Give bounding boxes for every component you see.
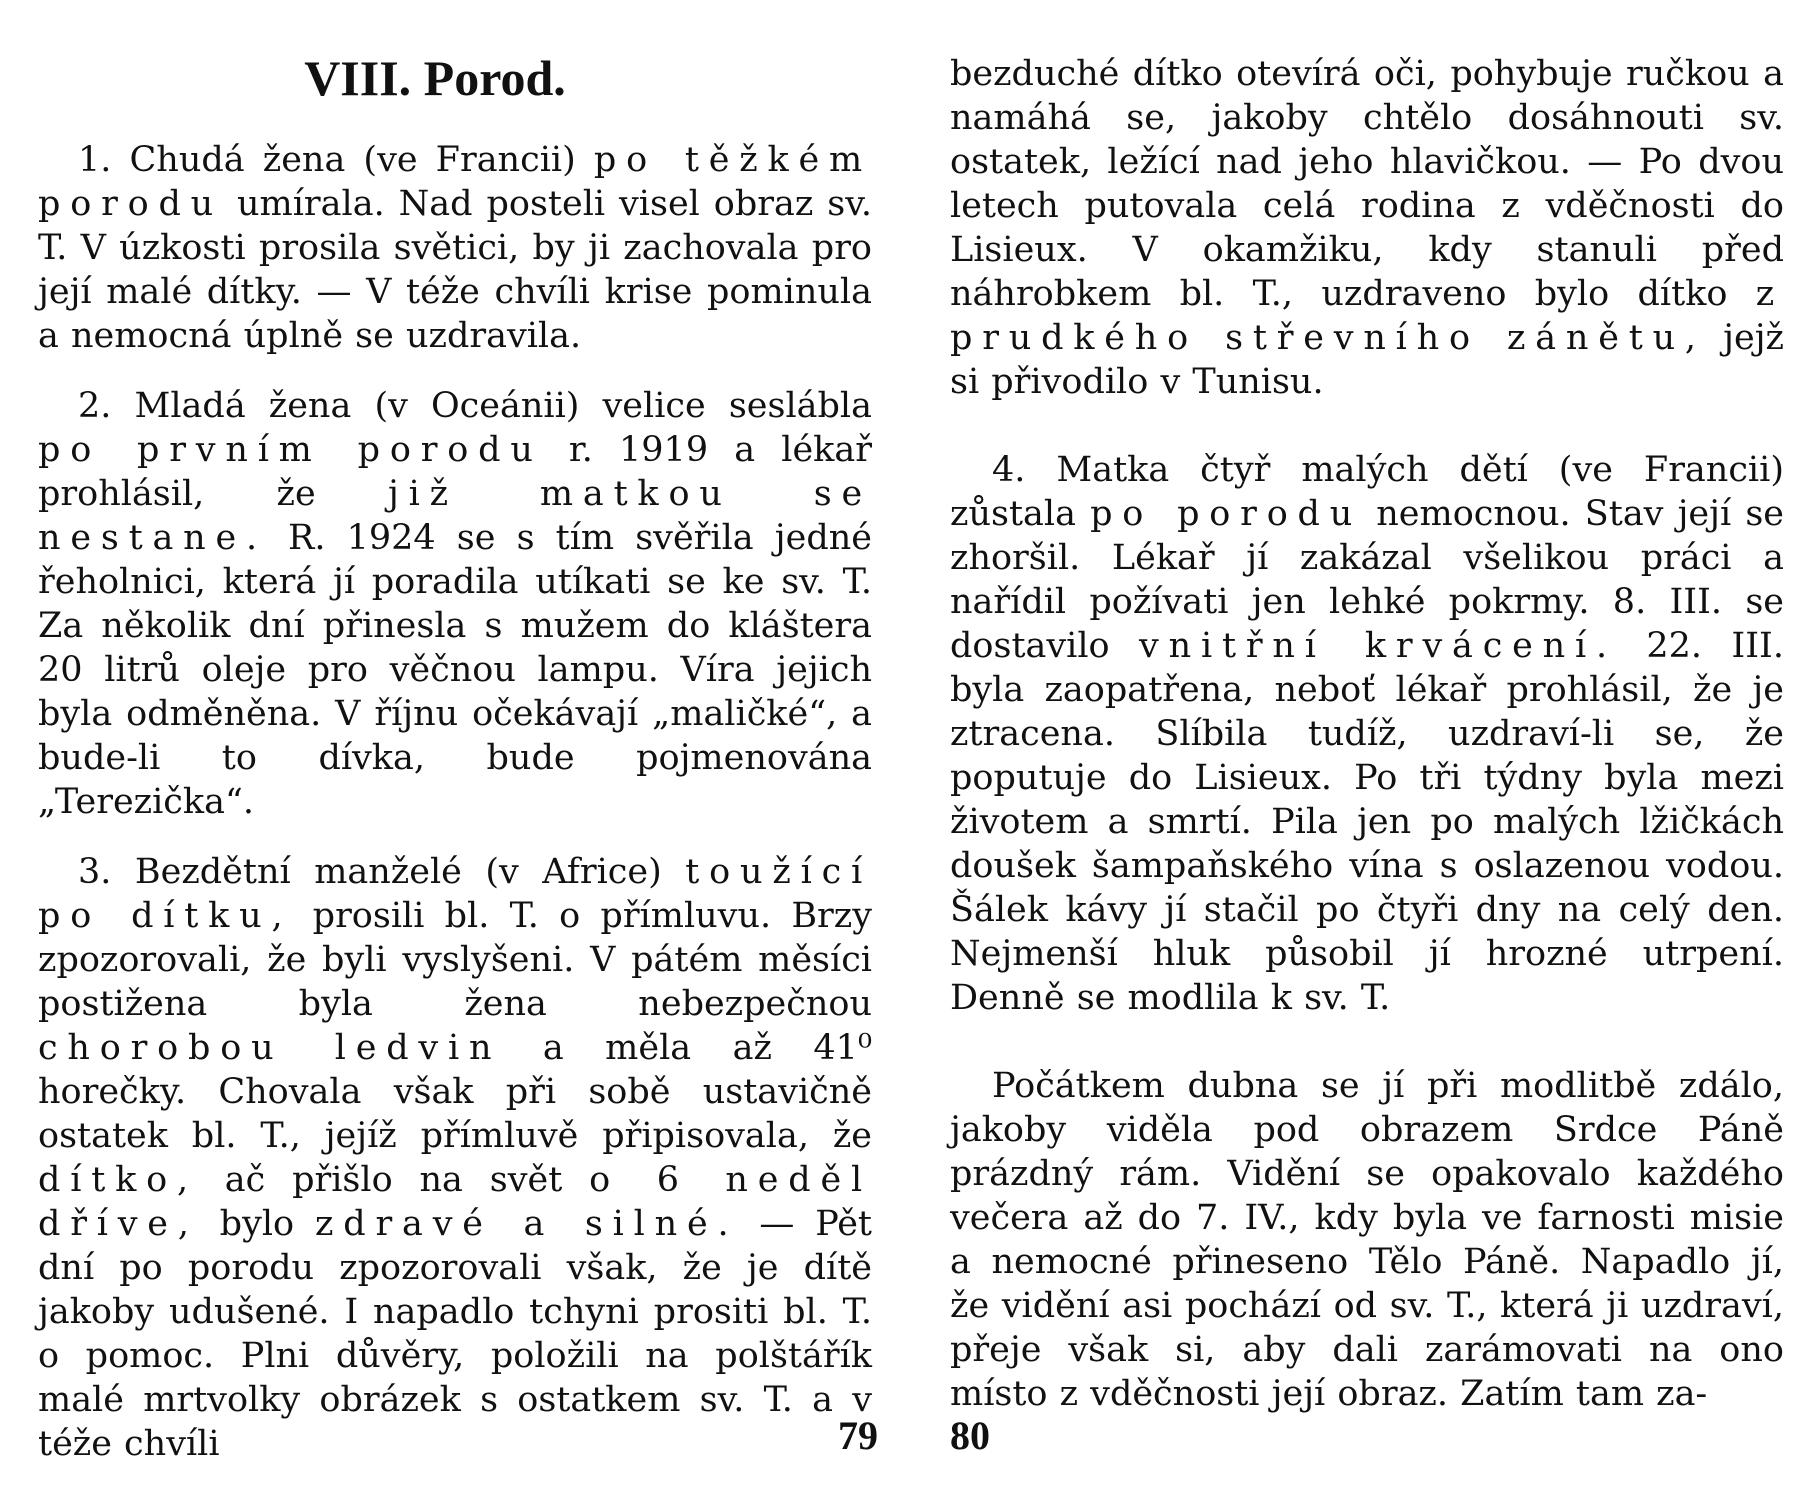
paragraph-1	[38, 138, 872, 358]
paragraph-text: bezduché dítko otevírá oči, pohybuje ručkou a namáhá se, jakoby chtělo dosáhnouti sv. ostatek, ležící nad jeho hlavičkou. — Po dvou letech putovala celá rodina z vděčnosti do Lisieux. V okamžiku, kdy stanuli před náhrobkem bl. T., uzdraveno bylo dítko	[950, 54, 1784, 314]
left-page	[38, 0, 878, 1500]
spaced-emphasis: chorobou ledvin	[38, 1028, 502, 1068]
paragraph-4	[950, 448, 1784, 1020]
spaced-emphasis: toužící po dítku,	[38, 852, 872, 936]
paragraph-text: prosili bl. T. o přímluvu. Brzy zpozorovali, že byli vyslyšeni. V pátém měsíci postižena byla žena nebezpečnou	[38, 896, 872, 1024]
paragraph-text: R. 1924 se s tím svěřila jedné řeholnici, která jí poradila utíkati se ke sv. T. Za několik dní přinesla s mužem do kláštera 20 litrů oleje pro věčnou lampu. Víra jejich byla odměněna. V říjnu očekávají „maličké“, a bude-li to dívka, bude pojmenována „Terezička“.	[38, 518, 872, 822]
paragraph-2	[38, 384, 872, 824]
right-page	[950, 0, 1784, 1500]
paragraph-text: — Pět dní po porodu zpozorovali však, že je dítě jakoby udušené. I napadlo tchyni prositi bl. T. o pomoc. Plni důvěry, položili na polštářík malé mrtvolky obrázek s ostatkem sv. T. a v téže chvíli	[38, 1204, 872, 1464]
paragraph-text: jejž si přivodilo v Tunisu.	[950, 318, 1784, 402]
paragraph-text: ač přišlo na svět	[224, 1160, 563, 1200]
paragraph-number: 1.	[78, 140, 112, 180]
spaced-emphasis: po porodu	[1090, 494, 1363, 534]
spaced-emphasis: z prudkého střevního zánětu,	[950, 274, 1784, 358]
page-number: 79	[838, 1413, 878, 1458]
paragraph-text: umírala. Nad posteli visel obraz sv. T. V úzkosti prosila světici, by ji zachovala pro její malé dítky. — V téže chvíli krise pominula a nemocná úplně se uzdravila.	[38, 184, 872, 356]
spaced-emphasis: o 6 neděl dříve,	[38, 1160, 873, 1244]
paragraph-text: Počátkem dubna se jí při modlitbě zdálo, jakoby viděla pod obrazem Srdce Páně prázdný rám. Vidění se opakovalo každého večera až do 7. IV., kdy byla ve farnosti misie a nemocné přineseno Tělo Páně. Napadlo jí, že vidění asi pochází od sv. T., která ji uzdraví, přeje však si, aby dali zarámovati na ono místo z vděčnosti její obraz. Zatím tam za-	[950, 1066, 1784, 1414]
paragraph-text: Matka čtyř malých dětí (ve Francii) zůstala	[950, 450, 1784, 534]
paragraph-5	[950, 1064, 1784, 1416]
paragraph-number: 2.	[78, 386, 112, 426]
spaced-emphasis: již matkou se nestane.	[38, 474, 872, 558]
page-number: 80	[950, 1413, 990, 1458]
paragraph-text: Chudá žena (ve Francii)	[129, 140, 576, 180]
paragraph-continuation	[950, 52, 1784, 404]
spaced-emphasis: dítko,	[38, 1160, 198, 1200]
spaced-emphasis: vnitřní krvácení.	[1139, 626, 1617, 666]
paragraph-text: a měla až 41⁰ horečky. Chovala však při sobě ustavičně ostatek bl. T., jejíž přímluvě připisovala, že	[38, 1028, 872, 1156]
spaced-emphasis: zdravé a silné.	[315, 1204, 739, 1244]
paragraph-3	[38, 850, 872, 1466]
paragraph-text: 22. III. byla zaopatřena, neboť lékař prohlásil, že je ztracena. Slíbila tudíž, uzdraví-li se, že poputuje do Lisieux. Po tři týdny byla mezi životem a smrtí. Pila jen po malých lžičkách doušek šampaňského vína s oslazenou vodou. Šálek kávy jí stačil po čtyři dny na celý den. Nejmenší hluk působil jí hrozné utrpení. Denně se modlila k sv. T.	[950, 626, 1784, 1018]
paragraph-number: 4.	[992, 450, 1026, 490]
spaced-emphasis: po prvním porodu	[38, 430, 543, 470]
chapter-title: VIII. Porod.	[304, 50, 566, 106]
paragraph-text: r. 1919 a lékař prohlásil, že	[38, 430, 872, 514]
paragraph-text: bylo	[219, 1204, 295, 1244]
paragraph-text: Mladá žena (v Oceánii) velice seslábla	[134, 386, 872, 426]
paragraph-number: 3.	[78, 852, 112, 892]
paragraph-text: Bezdětní manželé (v Africe)	[134, 852, 662, 892]
paragraph-text: nemocnou. Stav její se zhoršil. Lékař jí zakázal všelikou práci a nařídil požívati jen lehké pokrmy. 8. III. se dostavilo	[950, 494, 1784, 666]
spaced-emphasis: po těžkém porodu	[38, 140, 872, 224]
